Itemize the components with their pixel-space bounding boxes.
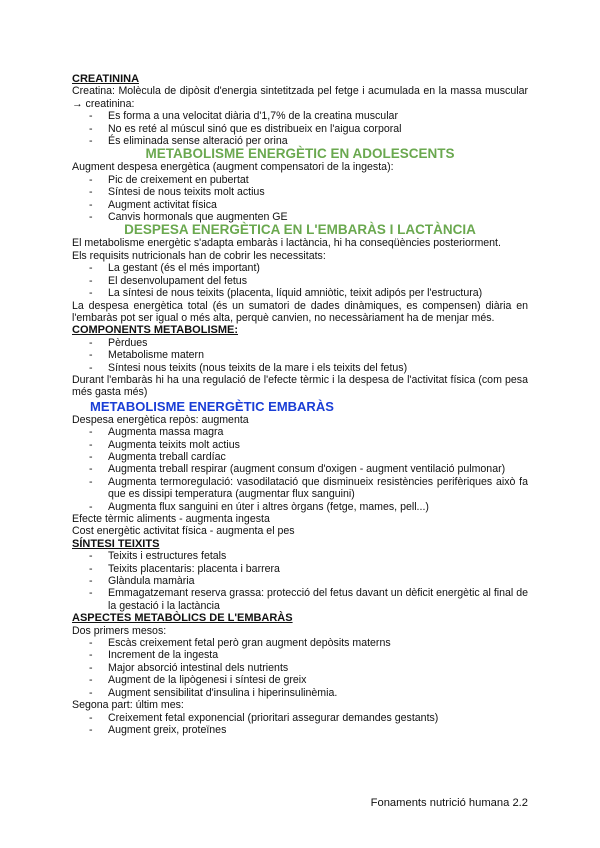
list-item: - La síntesi de nous teixits (placenta, líquid amniòtic, teixit adipós per l'estructura) xyxy=(72,287,528,299)
paragraph: Despesa energètica repòs: augmenta xyxy=(72,413,249,426)
page-footer: Fonaments nutrició humana 2.2 xyxy=(370,797,528,809)
paragraph: Dos primers mesos: xyxy=(72,624,167,637)
list-item: - Augmenta massa magra xyxy=(72,426,528,438)
paragraph: Cost energètic activitat física - augmenta el pes xyxy=(72,525,295,538)
heading-creatinina: CREATININA xyxy=(72,73,140,85)
paragraph: Els requisits nutricionals han de cobrir les necessitats: xyxy=(72,249,326,262)
list-item: - Síntesi de nous teixits molt actius xyxy=(72,186,528,198)
paragraph: La despesa energètica total (és un sumatori de dades dinàmiques, es compensen) diària en l'embaràs pot ser igual o més alta, perquè canvien, no necessàriament ha de menjar més. xyxy=(72,299,528,324)
bullet-list xyxy=(72,637,528,699)
list-item: - La gestant (és el més important) xyxy=(72,262,528,274)
list-item: - Augmenta treball cardíac xyxy=(72,451,528,463)
list-item: - Escàs creixement fetal però gran augment depòsits materns xyxy=(72,637,528,649)
list-item: - Teixits placentaris: placenta i barrera xyxy=(72,563,528,575)
bullet-list xyxy=(72,712,528,737)
list-item: - Síntesi nous teixits (nous teixits de la mare i els teixits del fetus) xyxy=(72,362,528,374)
list-item: - Augmenta teixits molt actius xyxy=(72,439,528,451)
list-item: - Es forma a una velocitat diària d'1,7% de la creatina muscular xyxy=(72,110,528,122)
bullet-list xyxy=(72,426,528,513)
list-item: - El desenvolupament del fetus xyxy=(72,275,528,287)
list-item: - Creixement fetal exponencial (prioritari assegurar demandes gestants) xyxy=(72,712,528,724)
list-item: - Pic de creixement en pubertat xyxy=(72,174,528,186)
list-item: - Augmenta flux sanguini en úter i altres òrgans (fetge, mames, pell...) xyxy=(72,501,528,513)
list-item: - No es reté al múscul sinó que es distribueix en l'aigua corporal xyxy=(72,123,528,135)
list-item: - Teixits i estructures fetals xyxy=(72,550,528,562)
list-item: - Emmagatzemant reserva grassa: protecció del fetus davant un dèficit energètic al final de la gestació i la lactància xyxy=(72,587,528,612)
list-item: - És eliminada sense alteració per orina xyxy=(72,135,528,147)
list-item: - Augmenta termoregulació: vasodilatació que disminueix resistències perifèriques això fa que es dissipi temperatura (augmentar flux sanguini) xyxy=(72,476,528,501)
heading-aspectes: ASPECTES METABÒLICS DE L'EMBARÀS xyxy=(72,612,293,625)
paragraph: Augment despesa energètica (augment compensatori de la ingesta): xyxy=(72,161,394,174)
heading-sintesi: SÍNTESI TEIXITS xyxy=(72,537,160,550)
document-content xyxy=(72,73,528,736)
paragraph: El metabolisme energètic s'adapta embaràs i lactància, hi ha conseqüències posteriorment. xyxy=(72,237,501,250)
list-item: - Pèrdues xyxy=(72,337,528,349)
heading-despesa: DESPESA ENERGÈTICA EN L'EMBARÀS I LACTÀNCIA xyxy=(124,222,476,238)
list-item: - Augmenta treball respirar (augment consum d'oxigen - augment ventilació pulmonar) xyxy=(72,463,528,475)
list-item: - Augment activitat física xyxy=(72,199,528,211)
bullet-list xyxy=(72,110,528,147)
bullet-list xyxy=(72,174,528,224)
list-item: - Augment sensibilitat d'insulina i hiperinsulinèmia. xyxy=(72,687,528,699)
list-item: - Augment greix, proteïnes xyxy=(72,724,528,736)
list-item: - Increment de la ingesta xyxy=(72,649,528,661)
list-item: - Canvis hormonals que augmenten GE xyxy=(72,211,528,223)
paragraph: Segona part: últim mes: xyxy=(72,699,184,712)
list-item: - Augment de la lipògenesi i síntesi de greix xyxy=(72,674,528,686)
paragraph: Efecte tèrmic aliments - augmenta ingesta xyxy=(72,513,270,525)
heading-adolescents: METABOLISME ENERGÈTIC EN ADOLESCENTS xyxy=(145,146,455,162)
heading-embaras: METABOLISME ENERGÈTIC EMBARÀS xyxy=(90,398,334,414)
list-item: - Major absorció intestinal dels nutrients xyxy=(72,662,528,674)
list-item: - Metabolisme matern xyxy=(72,349,528,361)
list-item: - Glàndula mamària xyxy=(72,575,528,587)
bullet-list xyxy=(72,262,528,299)
heading-components: COMPONENTS METABOLISME: xyxy=(72,324,239,337)
paragraph: Durant l'embaràs hi ha una regulació de l'efecte tèrmic i la despesa de l'activitat física (com pesa més gasta més) xyxy=(72,373,528,399)
paragraph: Creatina: Molècula de dipòsit d'energia sintetitzada pel fetge i acumulada en la massa muscular → creatinina: xyxy=(72,85,528,110)
bullet-list xyxy=(72,550,528,612)
bullet-list xyxy=(72,337,528,374)
